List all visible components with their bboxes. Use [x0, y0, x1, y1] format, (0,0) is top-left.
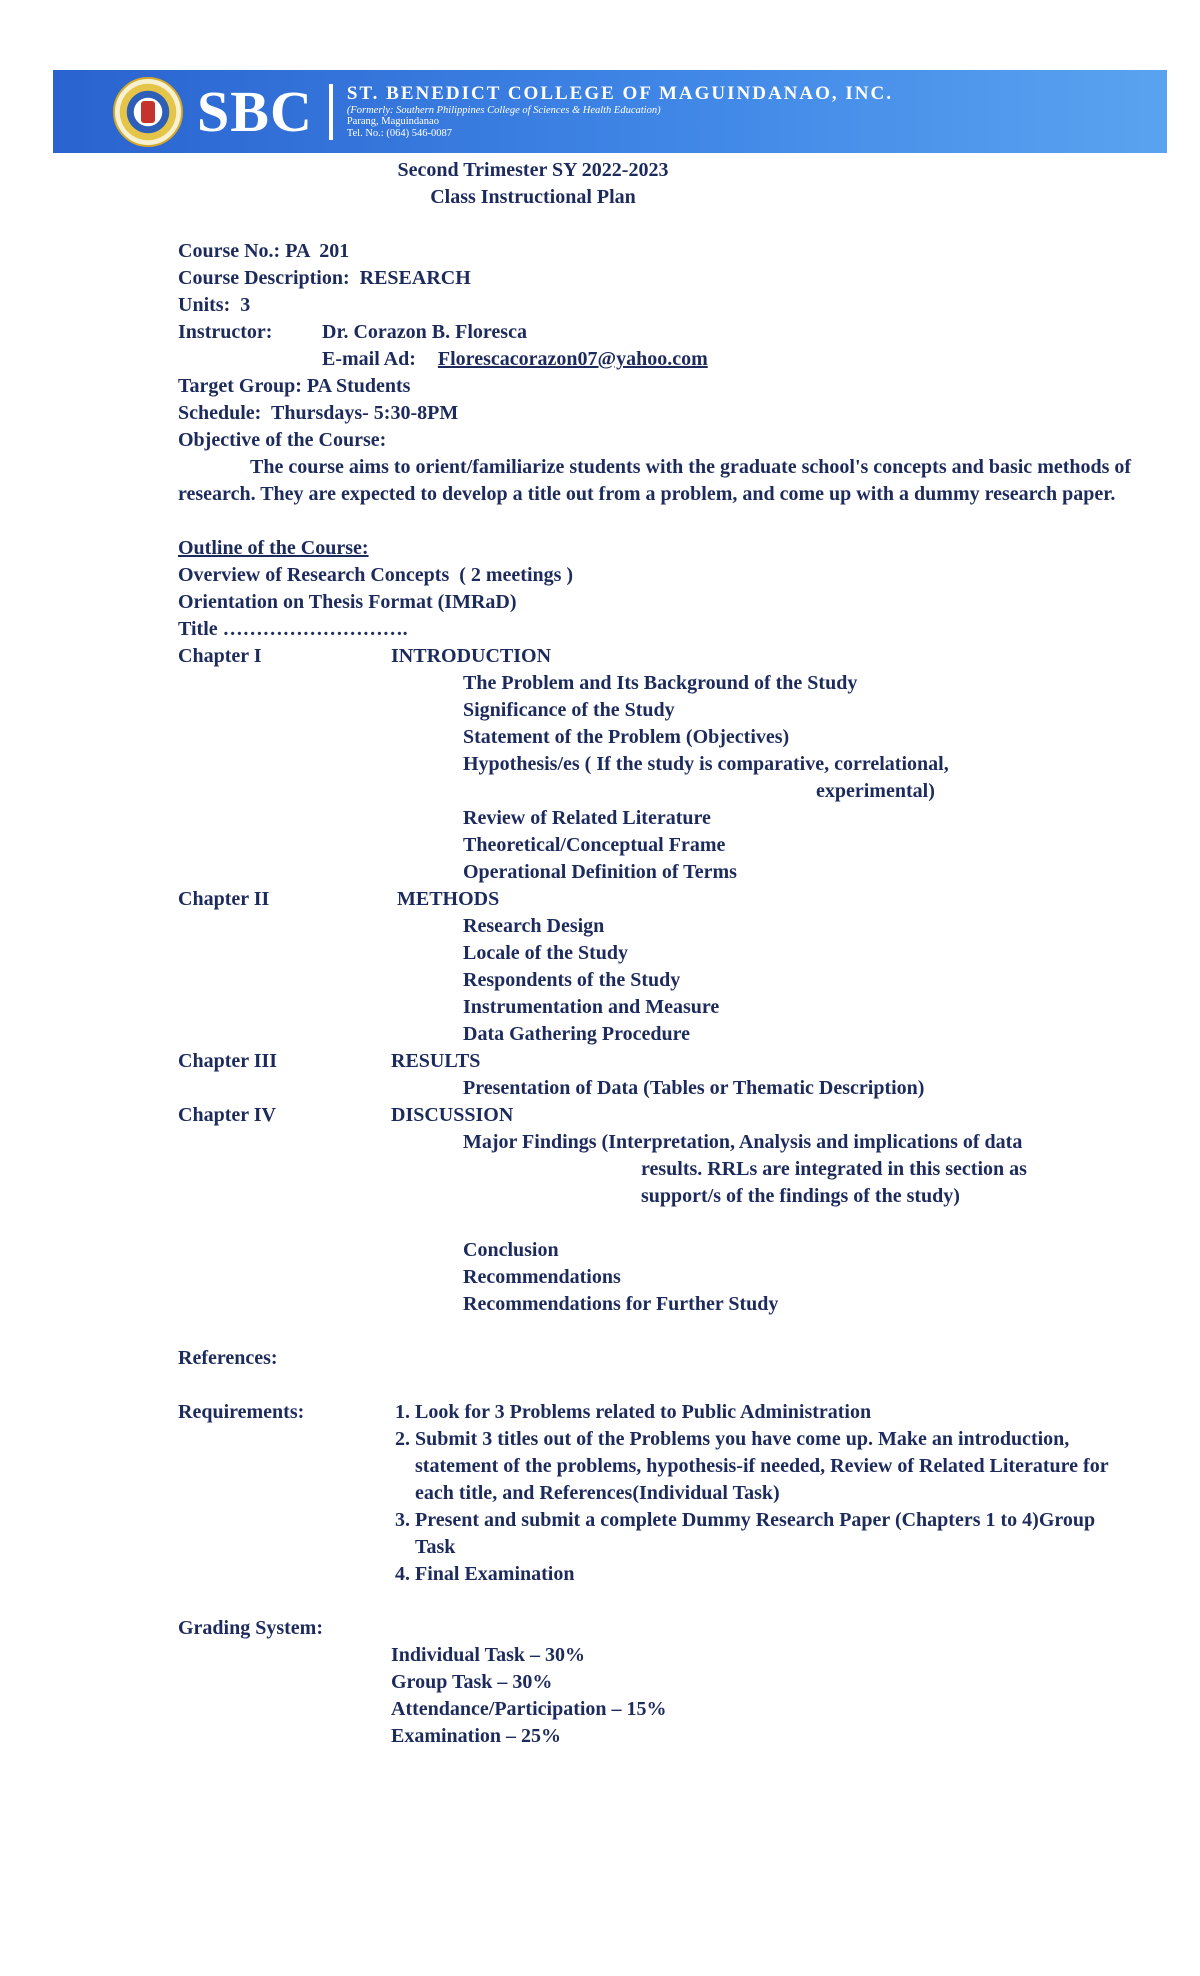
requirements-section	[178, 1399, 1138, 1588]
chapter-3-row	[178, 1048, 1138, 1075]
requirement-item: 1. Look for 3 Problems related to Public Administration	[415, 1399, 1138, 1426]
college-telephone: Tel. No.: (064) 546-0087	[346, 127, 452, 139]
chapter-4-row	[178, 1102, 1138, 1129]
requirements-label: Requirements:	[178, 1401, 305, 1423]
references-label: References:	[178, 1347, 278, 1369]
document-body	[178, 157, 1138, 1750]
college-seal-logo	[113, 77, 183, 147]
chapter-4-major-findings: Major Findings (Interpretation, Analysis and implications of data	[463, 1131, 1023, 1153]
chapter-2-item: Locale of the Study	[463, 942, 628, 964]
chapter-1-item: Statement of the Problem (Objectives)	[463, 726, 790, 748]
chapter-1-item: Hypothesis/es ( If the study is comparative, correlational,	[463, 753, 949, 775]
chapter-3-heading: RESULTS	[391, 1050, 481, 1072]
email-link[interactable]: Florescacorazon07@yahoo.com	[437, 348, 708, 370]
doc-title-2: Class Instructional Plan	[430, 186, 636, 208]
course-description: Course Description: RESEARCH	[178, 267, 471, 289]
chapter-2-item: Data Gathering Procedure	[463, 1023, 691, 1045]
chapter-1-label: Chapter I	[178, 645, 262, 667]
grading-item: Attendance/Participation – 15%	[391, 1698, 667, 1720]
schedule: Schedule: Thursdays- 5:30-8PM	[178, 402, 459, 424]
chapter-1-item: Significance of the Study	[463, 699, 675, 721]
chapter-4-item: Recommendations for Further Study	[463, 1293, 779, 1315]
college-former-name: (Formerly: Southern Philippines College of Sciences & Health Education)	[346, 104, 661, 116]
chapter-1-item: Theoretical/Conceptual Frame	[463, 834, 726, 856]
outline-label: Outline of the Course:	[178, 537, 369, 559]
college-name: ST. BENEDICT COLLEGE OF MAGUINDANAO, INC.	[346, 82, 893, 104]
chapter-1-hypothesis-cont: experimental)	[816, 780, 935, 802]
chapter-1-item: Operational Definition of Terms	[463, 861, 737, 883]
requirement-item: 2. Submit 3 titles out of the Problems you have come up. Make an introduction, statement of the problems, hypothesis-if needed, Review of Related Literature for each title, and References(Individual Task)	[415, 1426, 1138, 1507]
chapter-2-item: Research Design	[463, 915, 605, 937]
grading-label: Grading System:	[178, 1617, 323, 1639]
doc-title-1: Second Trimester SY 2022-2023	[397, 159, 669, 181]
chapter-4-item: Conclusion	[463, 1239, 559, 1261]
chapter-3-label: Chapter III	[178, 1050, 278, 1072]
college-info	[347, 84, 893, 140]
email-label: E-mail Ad:	[322, 348, 416, 370]
chapter-4-item: Recommendations	[463, 1266, 621, 1288]
chapter-2-label: Chapter II	[178, 888, 270, 910]
email-row	[178, 346, 1138, 373]
objective-text: The course aims to orient/familiarize students with the graduate school's concepts and basic methods of research. They are expected to develop a title out from a problem, and come up with a dummy research paper.	[178, 456, 1132, 505]
chapter-2-item: Instrumentation and Measure	[463, 996, 720, 1018]
chapter-1-heading: INTRODUCTION	[391, 645, 552, 667]
logo-text: SBC	[197, 79, 313, 144]
chapter-1-item: Review of Related Literature	[463, 807, 711, 829]
chapter-2-item: Respondents of the Study	[463, 969, 681, 991]
college-address: Parang, Maguindanao	[346, 116, 439, 128]
instructor-name: Dr. Corazon B. Floresca	[322, 321, 527, 343]
requirements-list	[391, 1399, 1138, 1588]
outline-orientation: Orientation on Thesis Format (IMRaD)	[178, 591, 517, 613]
chapter-2-heading: METHODS	[397, 888, 500, 910]
chapter-4-heading: DISCUSSION	[391, 1104, 514, 1126]
course-units: Units: 3	[178, 294, 251, 316]
target-group: Target Group: PA Students	[178, 375, 411, 397]
grading-item: Examination – 25%	[391, 1725, 562, 1747]
college-header-banner	[53, 70, 1167, 153]
chapter-1-item: The Problem and Its Background of the Study	[463, 672, 858, 694]
grading-list	[178, 1642, 1138, 1750]
objective-label: Objective of the Course:	[178, 429, 387, 451]
chapter-4-major-findings-cont: support/s of the findings of the study)	[641, 1185, 960, 1207]
chapter-2-row	[178, 886, 1138, 913]
grading-item: Individual Task – 30%	[391, 1644, 585, 1666]
chapter-1-row	[178, 643, 1138, 670]
chapter-4-major-findings-cont: results. RRLs are integrated in this section as	[641, 1158, 1027, 1180]
outline-overview: Overview of Research Concepts ( 2 meetings )	[178, 564, 574, 586]
requirement-item: 3. Present and submit a complete Dummy Research Paper (Chapters 1 to 4)Group Task	[415, 1507, 1138, 1561]
chapter-4-label: Chapter IV	[178, 1104, 276, 1126]
header-divider	[329, 84, 333, 140]
instructor-row	[178, 319, 1138, 346]
grading-item: Group Task – 30%	[391, 1671, 553, 1693]
outline-title-line: Title ……………………….	[178, 618, 408, 640]
course-no: Course No.: PA 201	[178, 240, 350, 262]
chapter-3-item: Presentation of Data (Tables or Thematic Description)	[463, 1077, 925, 1099]
requirement-item: 4. Final Examination	[415, 1561, 1138, 1588]
instructor-label: Instructor:	[178, 321, 273, 343]
